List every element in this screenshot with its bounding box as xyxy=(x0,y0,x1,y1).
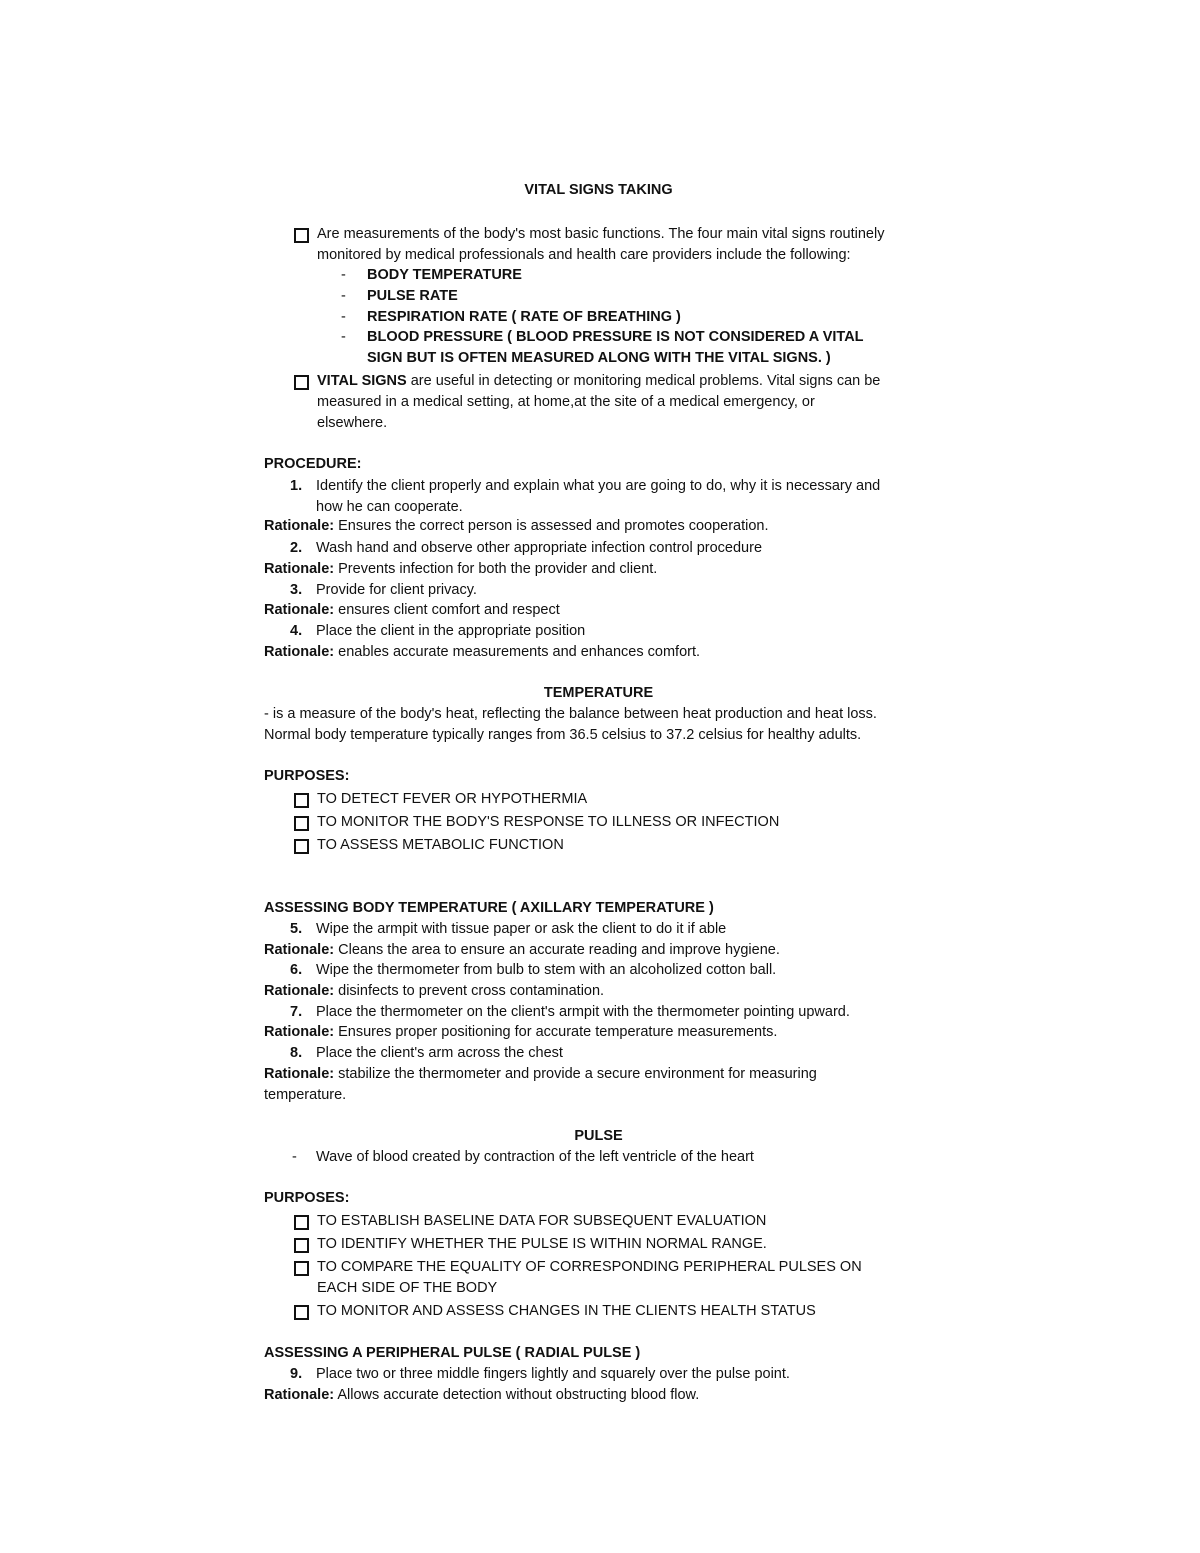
purpose-item: TO ESTABLISH BASELINE DATA FOR SUBSEQUENT EVALUATION xyxy=(317,1213,767,1229)
checkbox-icon xyxy=(294,1305,309,1320)
step-text: Provide for client privacy. xyxy=(316,582,477,598)
vital-sign-item: BLOOD PRESSURE ( BLOOD PRESSURE IS NOT CONSIDERED A VITAL xyxy=(367,329,864,345)
purpose-item: TO IDENTIFY WHETHER THE PULSE IS WITHIN NORMAL RANGE. xyxy=(317,1236,767,1252)
step-text: Place the client in the appropriate position xyxy=(316,623,586,639)
step-number: 9. xyxy=(290,1366,303,1382)
checkbox-icon xyxy=(294,1261,309,1276)
intro-text: monitored by medical professionals and health care providers include the following: xyxy=(317,247,851,263)
definition-text: - is a measure of the body's heat, reflecting the balance between heat production and heat loss. xyxy=(264,706,877,722)
step-number: 6. xyxy=(290,962,303,978)
step-number: 7. xyxy=(290,1004,303,1020)
purposes-heading: PURPOSES: xyxy=(264,1190,350,1206)
step-text: how he can cooperate. xyxy=(316,499,463,515)
checkbox-icon xyxy=(294,793,309,808)
rationale-line: Rationale: Allows accurate detection without obstructing blood flow. xyxy=(264,1387,700,1403)
checkbox-icon xyxy=(294,816,309,831)
purpose-item: TO ASSESS METABOLIC FUNCTION xyxy=(317,837,564,853)
checkbox-icon xyxy=(294,228,309,243)
intro-text: elsewhere. xyxy=(317,415,388,431)
section-heading: ASSESSING A PERIPHERAL PULSE ( RADIAL PULSE ) xyxy=(264,1345,641,1361)
rationale-line: Rationale: Ensures the correct person is assessed and promotes cooperation. xyxy=(264,518,769,534)
step-number: 2. xyxy=(290,540,303,556)
checkbox-icon xyxy=(294,1238,309,1253)
rationale-line: Rationale: enables accurate measurements and enhances comfort. xyxy=(264,644,701,660)
intro-text: measured in a medical setting, at home,at the site of a medical emergency, or xyxy=(317,394,815,410)
purposes-heading: PURPOSES: xyxy=(264,768,350,784)
vital-sign-item: SIGN BUT IS OFTEN MEASURED ALONG WITH THE VITAL SIGNS. ) xyxy=(367,350,831,366)
step-number: 1. xyxy=(290,478,303,494)
checkbox-icon xyxy=(294,1215,309,1230)
dash-bullet: - xyxy=(341,329,346,345)
intro-text: Are measurements of the body's most basic functions. The four main vital signs routinely xyxy=(317,226,885,242)
purpose-item: TO MONITOR AND ASSESS CHANGES IN THE CLIENTS HEALTH STATUS xyxy=(317,1303,816,1319)
rationale-line: Rationale: Ensures proper positioning for accurate temperature measurements. xyxy=(264,1024,778,1040)
purpose-item: EACH SIDE OF THE BODY xyxy=(317,1280,498,1296)
step-text: Wash hand and observe other appropriate infection control procedure xyxy=(316,540,763,556)
step-number: 8. xyxy=(290,1045,303,1061)
section-heading: TEMPERATURE xyxy=(543,685,654,701)
checkbox-icon xyxy=(294,839,309,854)
section-heading: PULSE xyxy=(574,1128,623,1144)
step-text: Place two or three middle fingers lightly and squarely over the pulse point. xyxy=(316,1366,790,1382)
rationale-line: Rationale: ensures client comfort and respect xyxy=(264,602,560,618)
page-title: VITAL SIGNS TAKING xyxy=(524,182,673,198)
section-heading: ASSESSING BODY TEMPERATURE ( AXILLARY TEMPERATURE ) xyxy=(264,900,714,916)
rationale-line: Rationale: Prevents infection for both the provider and client. xyxy=(264,561,658,577)
step-number: 5. xyxy=(290,921,303,937)
purpose-item: TO COMPARE THE EQUALITY OF CORRESPONDING PERIPHERAL PULSES ON xyxy=(317,1259,862,1275)
step-text: Place the client's arm across the chest xyxy=(316,1045,563,1061)
rationale-line: Rationale: Cleans the area to ensure an accurate reading and improve hygiene. xyxy=(264,942,780,958)
dash-bullet: - xyxy=(341,267,346,283)
definition-text: Wave of blood created by contraction of the left ventricle of the heart xyxy=(316,1149,754,1165)
purpose-item: TO MONITOR THE BODY'S RESPONSE TO ILLNESS OR INFECTION xyxy=(317,814,780,830)
step-number: 4. xyxy=(290,623,303,639)
dash-bullet: - xyxy=(292,1149,297,1165)
rationale-line: Rationale: disinfects to prevent cross contamination. xyxy=(264,983,605,999)
step-text: Wipe the armpit with tissue paper or ask the client to do it if able xyxy=(316,921,727,937)
vital-sign-item: RESPIRATION RATE ( RATE OF BREATHING ) xyxy=(367,309,681,325)
checkbox-icon xyxy=(294,375,309,390)
definition-text: Normal body temperature typically ranges from 36.5 celsius to 37.2 celsius for healthy adults. xyxy=(264,727,862,743)
step-text: Identify the client properly and explain what you are going to do, why it is necessary and xyxy=(316,478,881,494)
step-text: Wipe the thermometer from bulb to stem with an alcoholized cotton ball. xyxy=(316,962,777,978)
section-heading: PROCEDURE: xyxy=(264,456,362,472)
dash-bullet: - xyxy=(341,288,346,304)
step-text: Place the thermometer on the client's armpit with the thermometer pointing upward. xyxy=(316,1004,850,1020)
step-number: 3. xyxy=(290,582,303,598)
vital-sign-item: PULSE RATE xyxy=(367,288,458,304)
dash-bullet: - xyxy=(341,309,346,325)
intro-text: VITAL SIGNS are useful in detecting or monitoring medical problems. Vital signs can be xyxy=(317,373,881,389)
rationale-line: Rationale: stabilize the thermometer and provide a secure environment for measuring xyxy=(264,1066,817,1082)
rationale-line: temperature. xyxy=(264,1087,347,1103)
vital-sign-item: BODY TEMPERATURE xyxy=(367,267,522,283)
purpose-item: TO DETECT FEVER OR HYPOTHERMIA xyxy=(317,791,588,807)
